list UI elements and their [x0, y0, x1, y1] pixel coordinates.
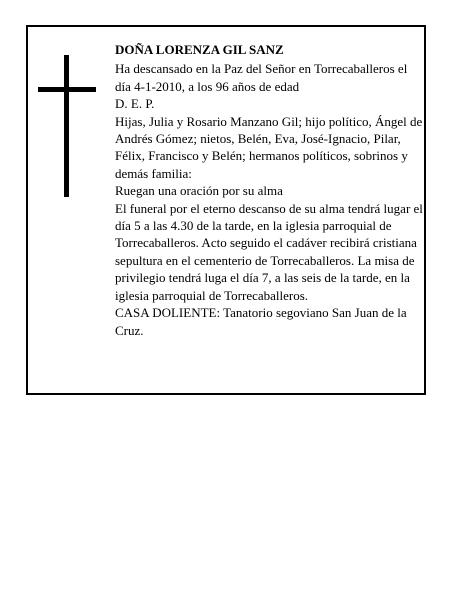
funeral-details: El funeral por el eterno descanso de su alma tendrá lugar el día 5 a las 4.30 de la tarde, en la iglesia parroquial de Torrecaballeros. Acto seguido el cadáver recibirá cristiana sepultura en el cementerio de Torrecaballeros. La misa de privilegio tendrá luga el día 7, a las seis de la tarde, en la iglesia parroquial de Torrecaballeros. — [115, 200, 423, 303]
prayer-request: Ruegan una oración por su alma — [115, 183, 283, 199]
family-list: Hijas, Julia y Rosario Manzano Gil; hijo político, Ángel de Andrés Gómez; nietos, Belén, Eva, José-Ignacio, Pilar, Félix, Francisco y Belén; hermanos políticos, sobrinos y demás familia: — [115, 113, 423, 181]
rip-line: D. E. P. — [115, 96, 155, 112]
deceased-name: DOÑA LORENZA GIL SANZ — [115, 42, 284, 57]
cross-horizontal-bar — [38, 87, 96, 92]
obituary-text — [115, 41, 425, 339]
rested-statement: Ha descansado en la Paz del Señor en Torrecaballeros el día 4-1-2010, a los 96 años de edad — [115, 61, 408, 94]
cross-icon — [38, 55, 96, 197]
cross-vertical-bar — [64, 55, 69, 197]
mourning-house: CASA DOLIENTE: Tanatorio segoviano San Juan de la Cruz. — [115, 305, 407, 338]
obituary-notice — [26, 25, 426, 395]
